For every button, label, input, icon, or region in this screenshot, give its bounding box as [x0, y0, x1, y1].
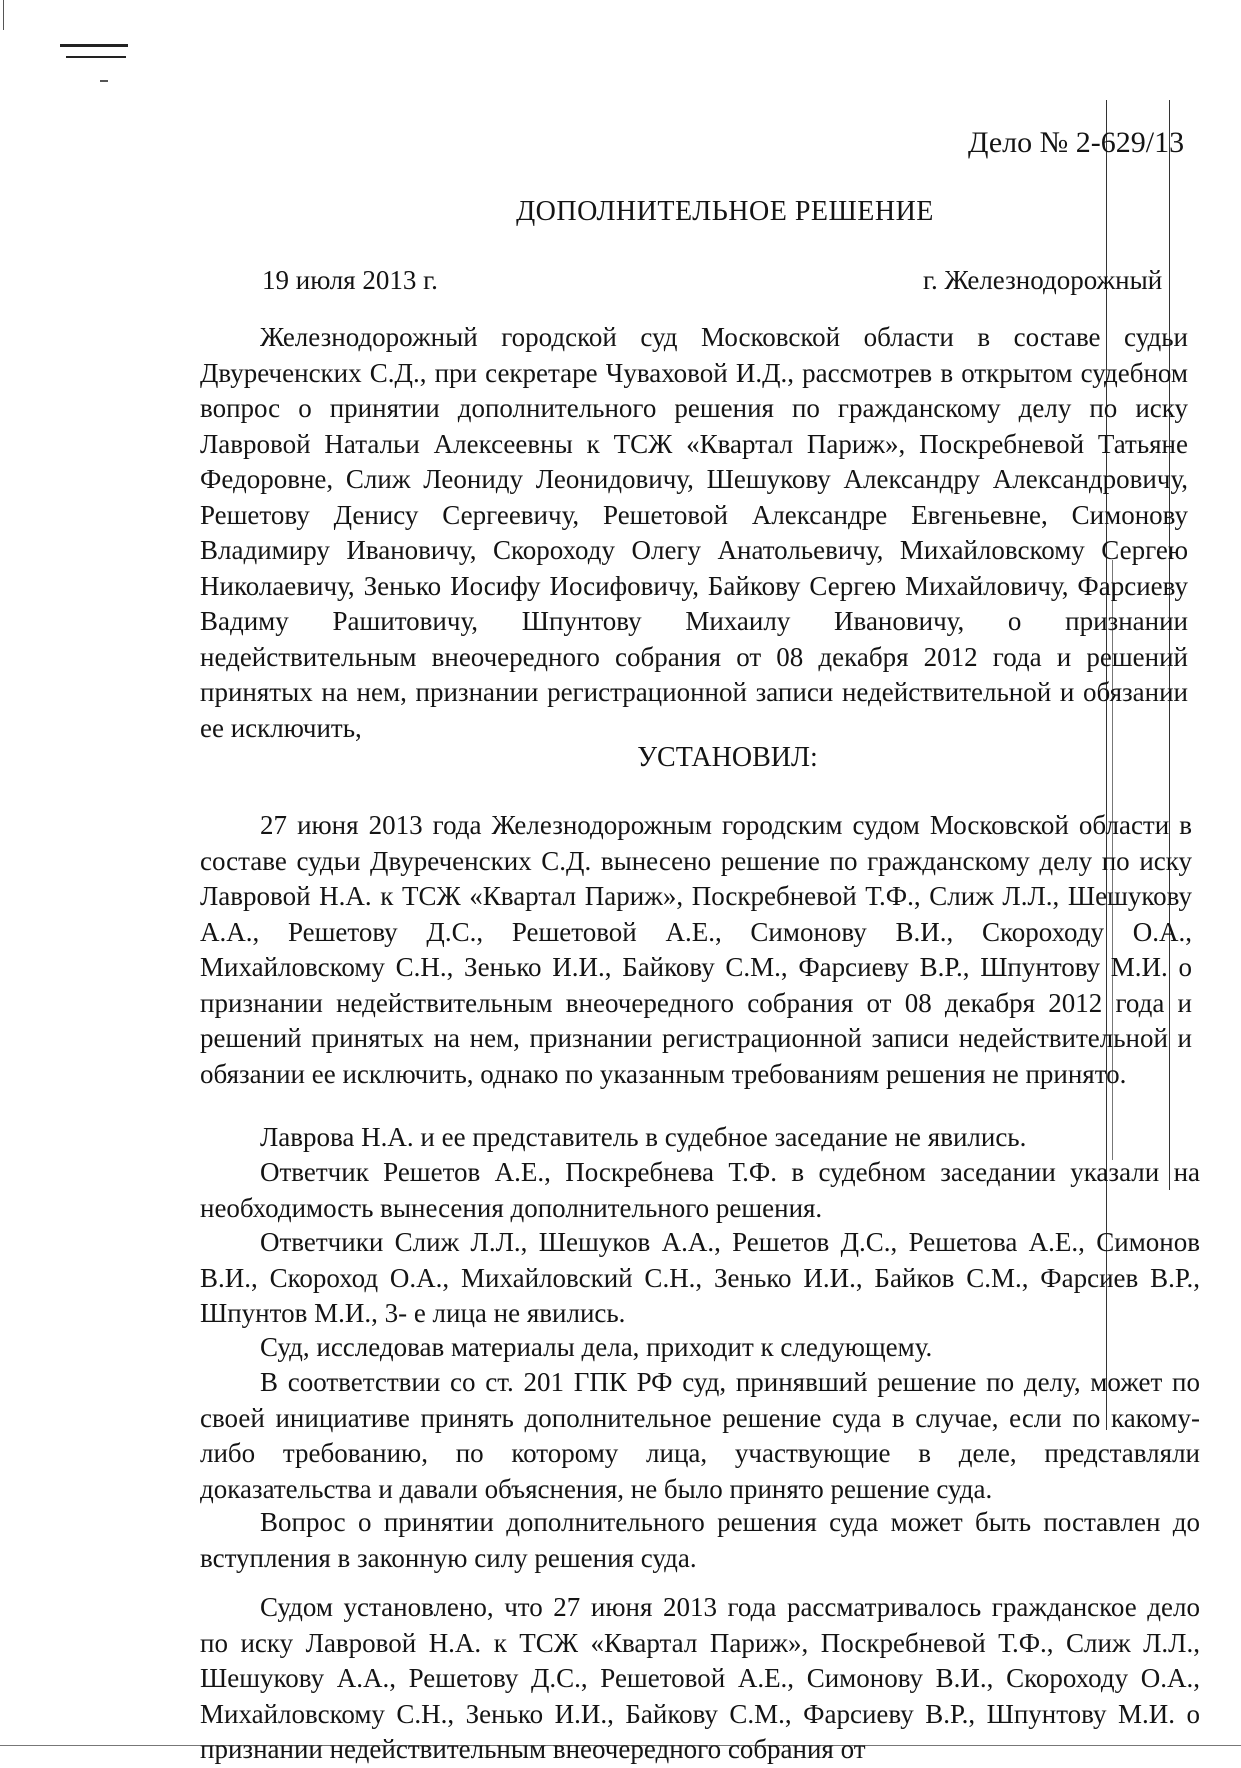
scan-artifact-top-left-3	[100, 80, 108, 82]
section-heading: УСТАНОВИЛ:	[637, 742, 818, 773]
paragraph: Ответчик Решетов А.Е., Поскребнева Т.Ф. в судебном заседании указали на необходимость вынесения дополнительного решения.	[200, 1157, 1200, 1223]
scan-artifact-top-left-2	[66, 56, 126, 58]
paragraph: Судом установлено, что 27 июня 2013 года рассматривалось гражданское дело по иску Лавровой Н.А. к ТСЖ «Квартал Париж», Поскребневой Т.Ф., Слиж Л.Л., Шешукову А.А., Решетову Д.С., Решетовой А.Е., Симонову В.И., Скороходу О.А., Михайловскому С.Н., Зенько И.И., Байкову С.М., Фарсиеву В.Р., Шпунтову М.И. о признании недействительным внеочередного собрания от	[200, 1592, 1200, 1764]
document-title: ДОПОЛНИТЕЛЬНОЕ РЕШЕНИЕ	[516, 196, 934, 227]
scan-edge-left	[3, 0, 4, 30]
document-date: 19 июля 2013 г.	[262, 265, 438, 295]
document-city: г. Железнодорожный	[923, 265, 1163, 295]
intro-paragraph: Железнодорожный городской суд Московской области в составе судьи Двуреченских С.Д., при секретаре Чуваховой И.Д., рассмотрев в открытом судебном вопрос о принятии дополнительного решения по гражданскому делу по иску Лавровой Натальи Алексеевны к ТСЖ «Квартал Париж», Поскребневой Татьяне Федоровне, Слиж Леониду Леонидовичу, Шешукову Александру Александровичу, Решетову Денису Сергеевичу, Решетовой Александре Евгеньевне, Симонову Владимиру Ивановичу, Скороходу Олегу Анатольевичу, Михайловскому Сергею Николаевичу, Зенько Иосифу Иосифовичу, Байкову Сергею Михайловичу, Фарсиеву Вадиму Рашитовичу, Шпунтову Михаилу Ивановичу, о признании недействительным внеочередного собрания от 08 декабря 2012 года и решений принятых на нем, признании регистрационной записи недействительной и обязании ее исключить,	[200, 322, 1188, 743]
paragraph: Ответчики Слиж Л.Л., Шешуков А.А., Решетов Д.С., Решетова А.Е., Симонов В.И., Скороход О.А., Михайловский С.Н., Зенько И.И., Байков С.М., Фарсиев В.Р., Шпунтов М.И., 3- е лица не явились.	[200, 1227, 1200, 1328]
case-number: Дело № 2-629/13	[968, 126, 1185, 159]
paragraph: В соответствии со ст. 201 ГПК РФ суд, принявший решение по делу, может по своей инициативе принять дополнительное решение суда в случае, если по какому-либо требованию, по которому лица, участвующие в деле, представляли доказательства и давали объяснения, не было принято решение суда.	[200, 1367, 1200, 1504]
paragraph: Суд, исследовав материалы дела, приходит к следующему.	[260, 1332, 933, 1362]
paragraph: Вопрос о принятии дополнительного решения суда может быть поставлен до вступления в законную силу решения суда.	[200, 1507, 1200, 1573]
scan-artifact-top-left	[60, 44, 128, 47]
paragraph: Лаврова Н.А. и ее представитель в судебное заседание не явились.	[260, 1122, 1027, 1152]
paragraph: 27 июня 2013 года Железнодорожным городским судом Московской области в составе судьи Двуреченских С.Д. вынесено решение по гражданскому делу по иску Лавровой Н.А. к ТСЖ «Квартал Париж», Поскребневой Т.Ф., Слиж Л.Л., Шешукову А.А., Решетову Д.С., Решетовой А.Е., Симонову В.И., Скороходу О.А., Михайловскому С.Н., Зенько И.И., Байкову С.М., Фарсиеву В.Р., Шпунтову М.И. о признании недействительным внеочередного собрания от 08 декабря 2012 года и решений принятых на нем, признании регистрационной записи недействительной и обязании ее исключить, однако по указанным требованиям решения не принято.	[200, 810, 1192, 1089]
